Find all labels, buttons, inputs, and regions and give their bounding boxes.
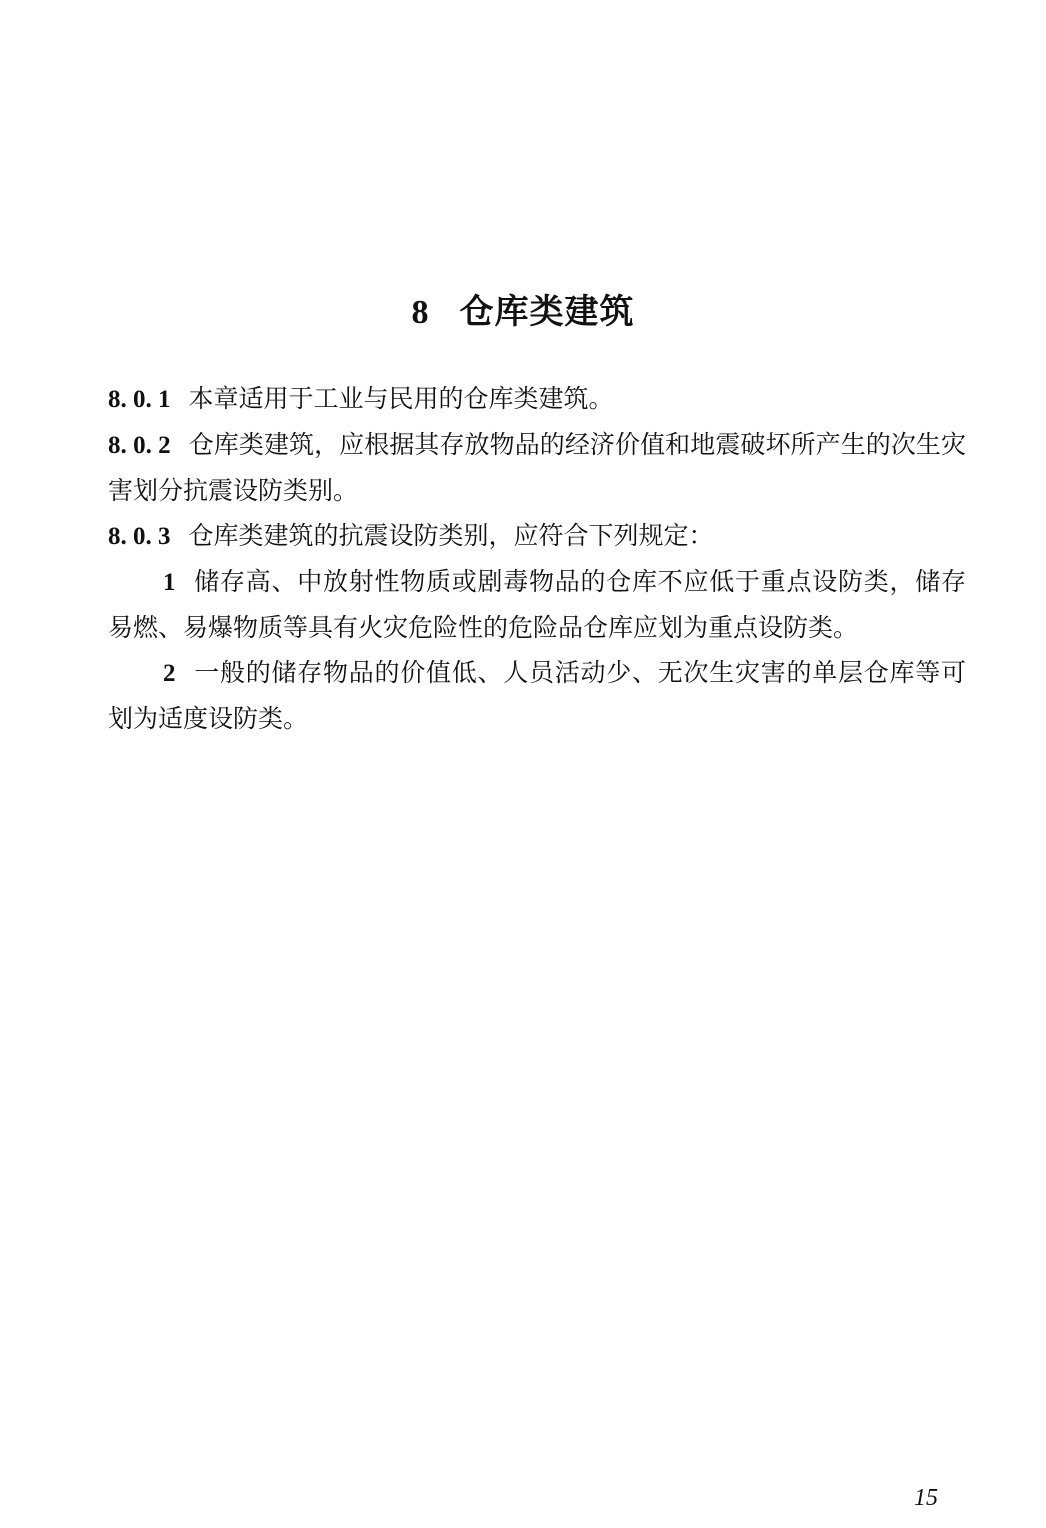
chapter-number: 8 [411, 293, 430, 331]
clause-text: 仓库类建筑的抗震设防类别，应符合下列规定： [188, 521, 714, 550]
item-text: 一般的储存物品的价值低、人员活动少、无次生灾害的单层仓库等可划为适度设防类。 [108, 658, 966, 733]
clause-8-0-3 [108, 513, 966, 559]
chapter-body [108, 376, 966, 741]
chapter-title-text: 仓库类建筑 [459, 291, 635, 332]
item-number: 2 [163, 660, 176, 687]
clause-text: 仓库类建筑，应根据其存放物品的经济价值和地震破坏所产生的次生灾害划分抗震设防类别。 [108, 430, 966, 505]
page-number: 15 [914, 1485, 938, 1511]
item-number: 1 [163, 569, 176, 596]
clause-number: 8. 0. 3 [108, 523, 171, 550]
list-item-1 [108, 559, 966, 650]
clause-text: 本章适用于工业与民用的仓库类建筑。 [188, 384, 614, 413]
list-item-2 [108, 650, 966, 741]
clause-number: 8. 0. 2 [108, 432, 171, 459]
item-text: 储存高、中放射性物质或剧毒物品的仓库不应低于重点设防类，储存易燃、易爆物质等具有火灾危险性的危险品仓库应划为重点设防类。 [108, 567, 966, 642]
clause-8-0-1 [108, 376, 966, 422]
chapter-title [0, 285, 1046, 340]
clause-8-0-2 [108, 422, 966, 513]
clause-number: 8. 0. 1 [108, 386, 171, 413]
